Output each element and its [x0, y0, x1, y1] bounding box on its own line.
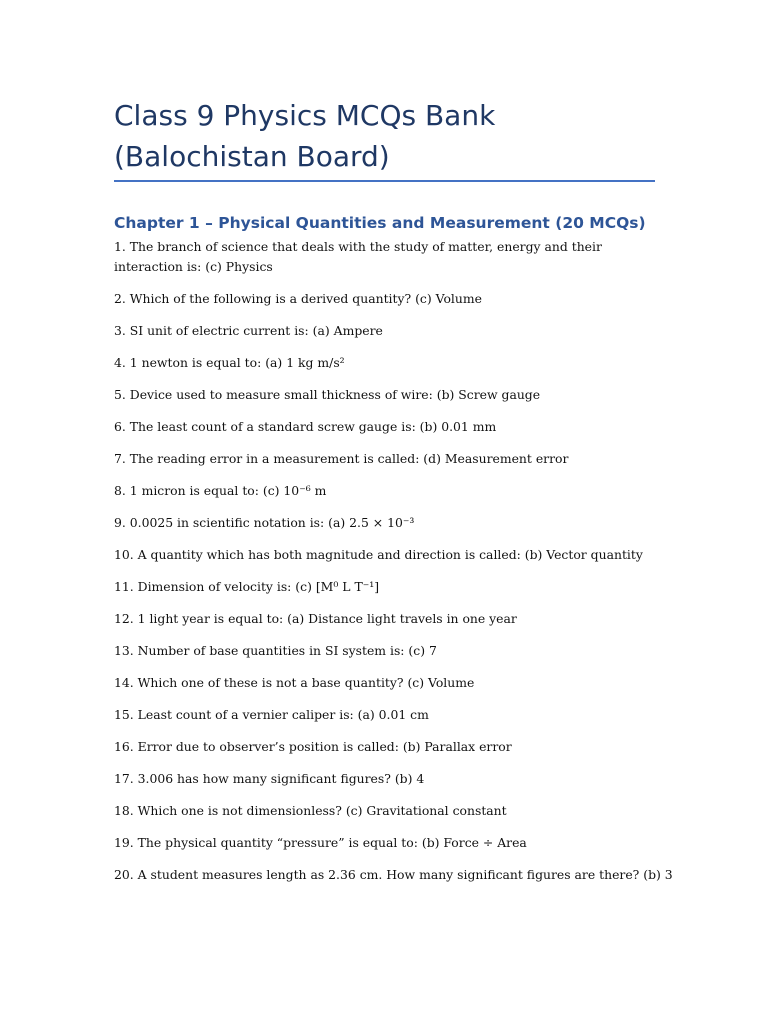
mcq-item: 17. 3.006 has how many significant figures? (b) 4 — [114, 771, 425, 786]
mcq-item: 3. SI unit of electric current is: (a) Ampere — [114, 323, 383, 338]
chapter-heading: Chapter 1 – Physical Quantities and Measurement (20 MCQs) — [114, 214, 646, 232]
mcq-item: 12. 1 light year is equal to: (a) Distance light travels in one year — [114, 611, 517, 626]
mcq-item: 19. The physical quantity “pressure” is equal to: (b) Force ÷ Area — [114, 835, 527, 850]
mcq-item: 10. A quantity which has both magnitude and direction is called: (b) Vector quantity — [114, 547, 643, 562]
mcq-item: 8. 1 micron is equal to: (c) 10⁻⁶ m — [114, 483, 327, 498]
mcq-item: 1. The branch of science that deals with the study of matter, energy and their interaction is: (c) Physics — [114, 239, 602, 274]
mcq-item: 13. Number of base quantities in SI system is: (c) 7 — [114, 643, 437, 658]
mcq-item: 4. 1 newton is equal to: (a) 1 kg m/s² — [114, 355, 345, 370]
mcq-list — [114, 237, 673, 897]
mcq-item: 16. Error due to observer’s position is called: (b) Parallax error — [114, 739, 512, 754]
mcq-item: 5. Device used to measure small thickness of wire: (b) Screw gauge — [114, 387, 541, 402]
mcq-item: 7. The reading error in a measurement is called: (d) Measurement error — [114, 451, 569, 466]
mcq-item: 15. Least count of a vernier caliper is: (a) 0.01 cm — [114, 707, 429, 722]
document-title: Class 9 Physics MCQs Bank (Balochistan Board) — [114, 99, 496, 173]
mcq-item: 14. Which one of these is not a base quantity? (c) Volume — [114, 675, 475, 690]
mcq-item: 11. Dimension of velocity is: (c) [M⁰ L T⁻¹] — [114, 579, 380, 594]
title-divider — [114, 180, 655, 182]
mcq-item: 18. Which one is not dimensionless? (c) Gravitational constant — [114, 803, 507, 818]
mcq-item: 9. 0.0025 in scientific notation is: (a) 2.5 × 10⁻³ — [114, 515, 415, 530]
mcq-item: 2. Which of the following is a derived quantity? (c) Volume — [114, 291, 482, 306]
mcq-item: 6. The least count of a standard screw gauge is: (b) 0.01 mm — [114, 419, 497, 434]
mcq-item: 20. A student measures length as 2.36 cm. How many significant figures are there? (b) 3 — [114, 867, 673, 882]
